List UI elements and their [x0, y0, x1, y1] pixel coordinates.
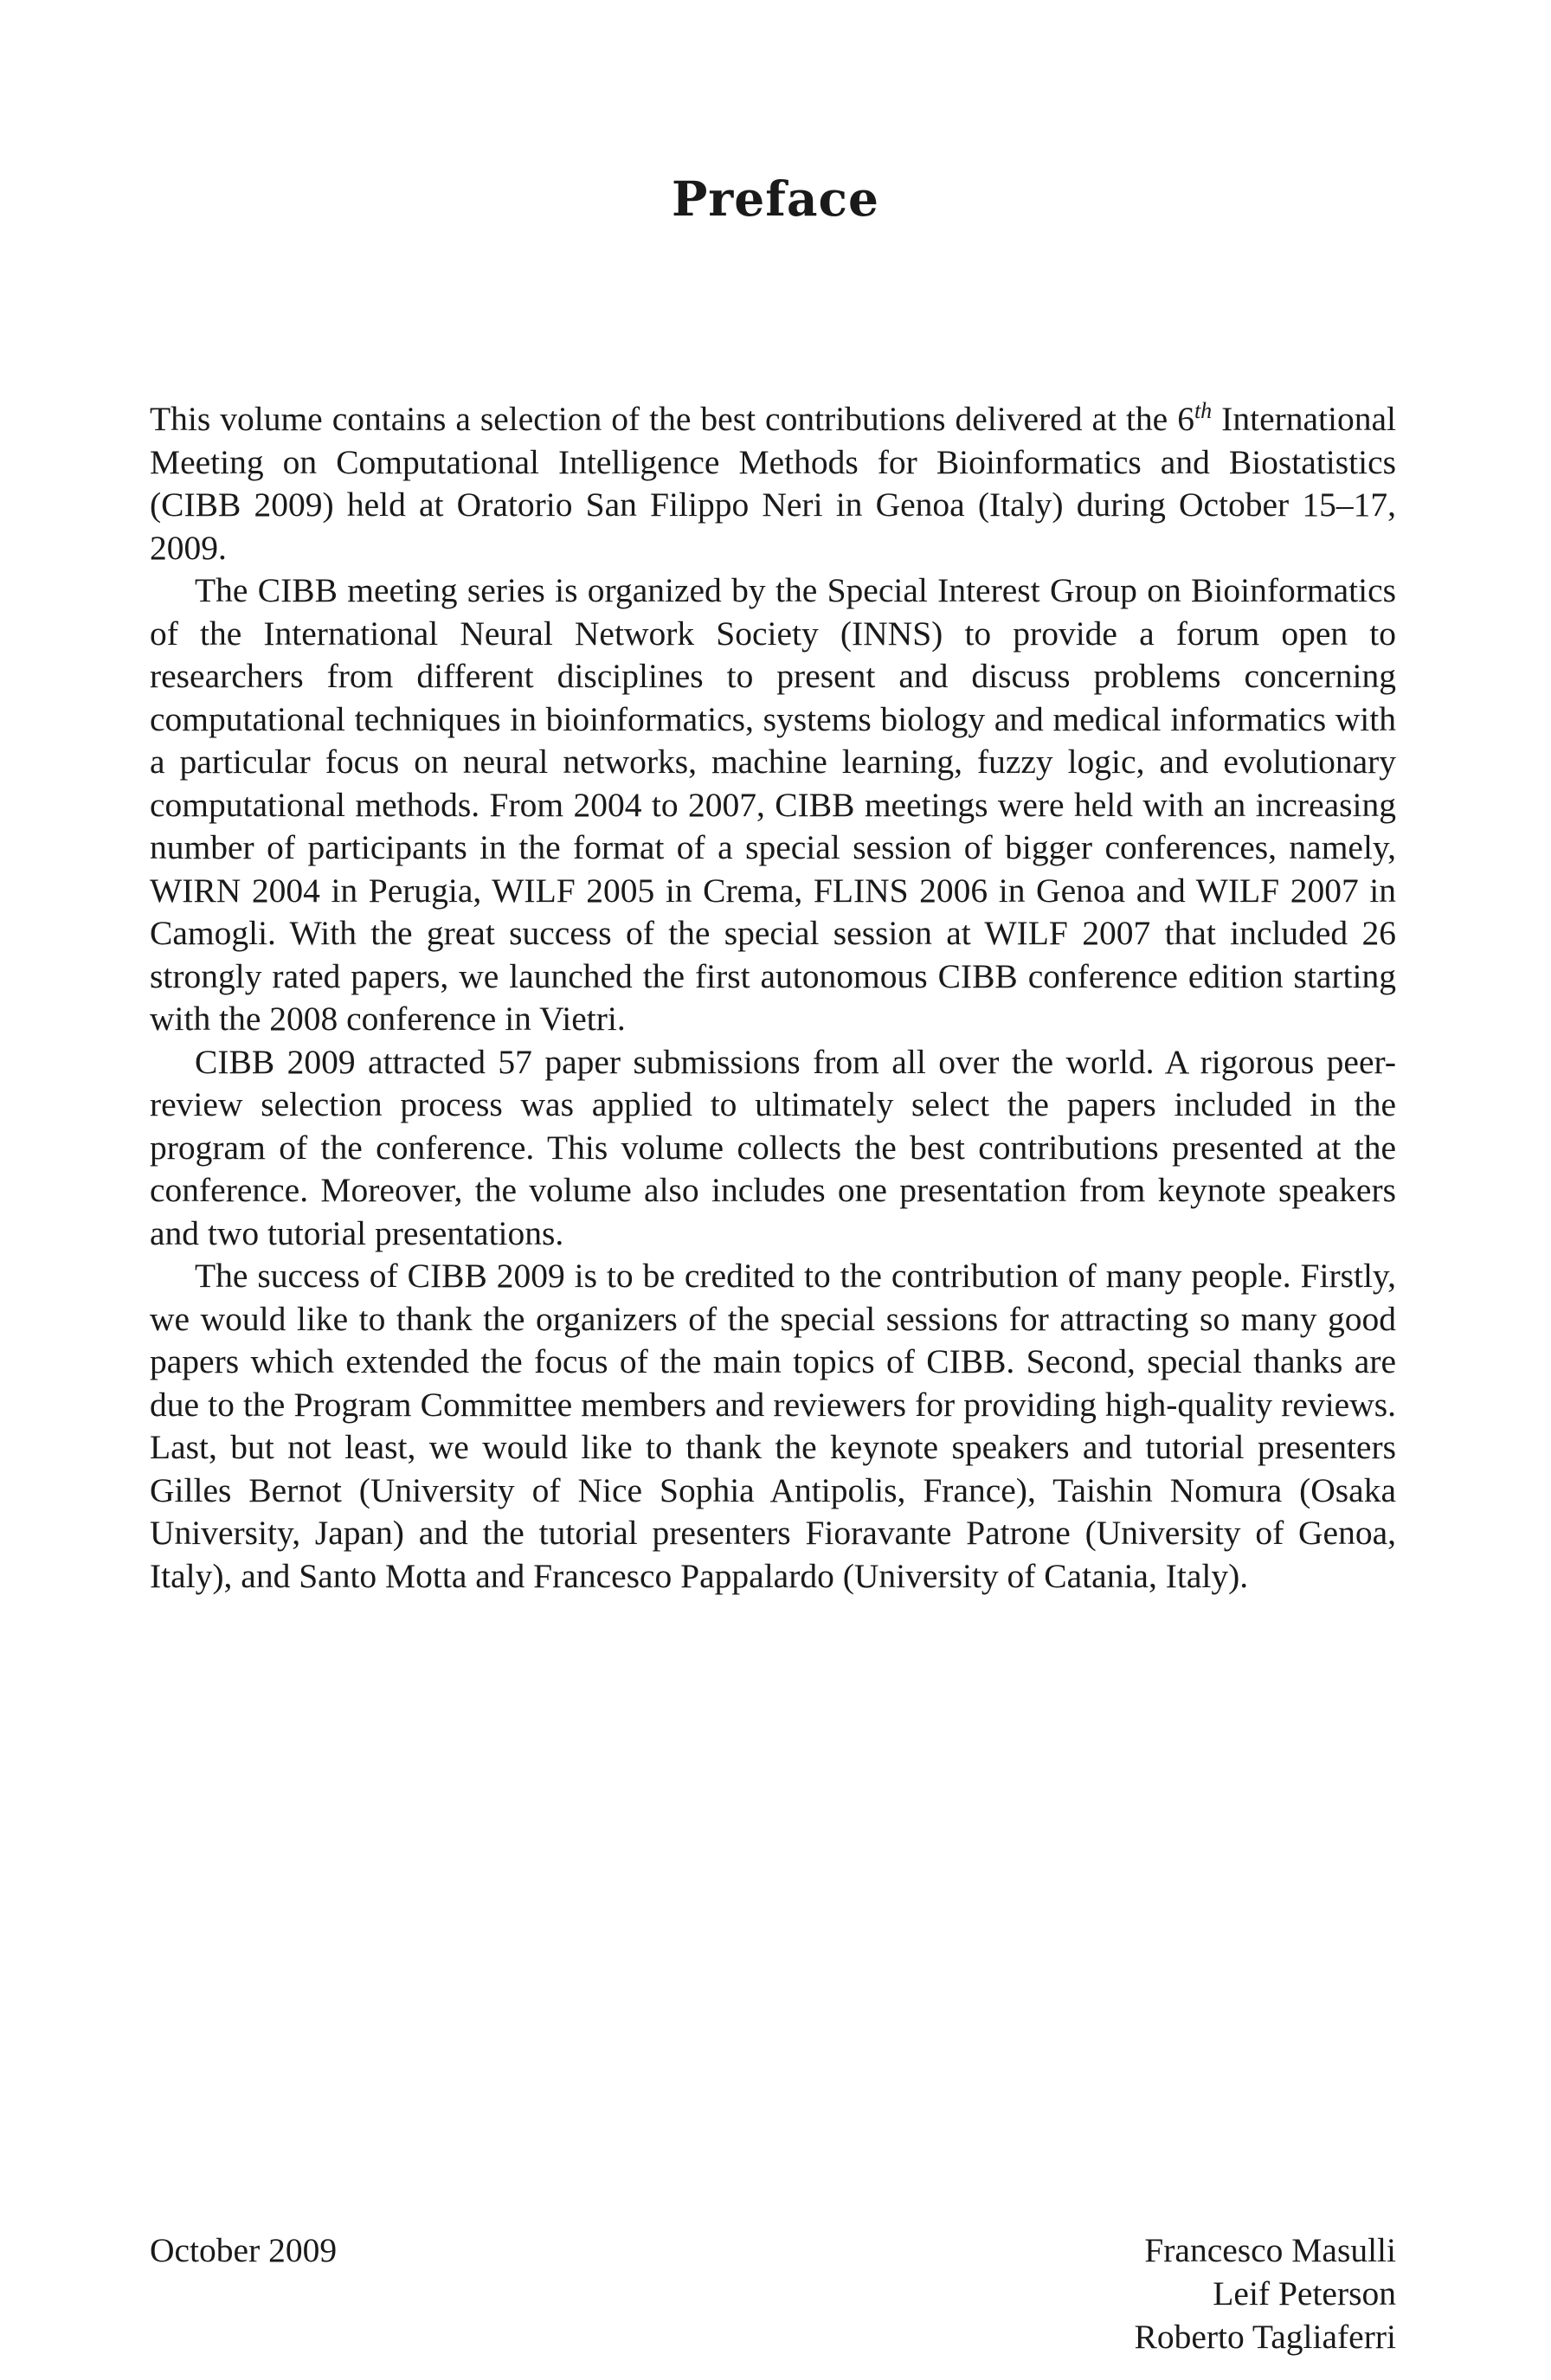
editor-name: Roberto Tagliaferri	[1134, 2318, 1396, 2356]
ordinal-suffix: th	[1194, 397, 1213, 423]
paragraph-1-start: This volume contains a selection of the best contributions delivered at the 6	[150, 400, 1194, 438]
editor-name: Francesco Masulli	[1144, 2231, 1396, 2269]
editors-list	[1134, 2229, 1396, 2358]
paragraph-1	[150, 398, 1396, 569]
preface-body	[150, 398, 1396, 1598]
page-title: Preface	[671, 170, 880, 227]
preface-date: October 2009	[150, 2231, 338, 2269]
editor-name: Leif Peterson	[1213, 2274, 1396, 2312]
paragraph-1-rest: International Meeting on Computational Intelligence Methods for Bioinformatics and Biostatistics (CIBB 2009) held at Oratorio San Filippo Neri in Genoa (Italy) during October 15–17, 2009.	[150, 400, 1396, 567]
paragraph-3: CIBB 2009 attracted 57 paper submissions from all over the world. A rigorous peer-review selection process was applied to ultimately select the papers included in the program of the conference. This volume collects the best contributions presented at the conference. Moreover, the volume also includes one presentation from keynote speakers and two tutorial presentations.	[150, 1042, 1396, 1252]
paragraph-4: The success of CIBB 2009 is to be credited to the contribution of many people. Firstly, we would like to thank the organizers of the special sessions for attracting so many good papers which extended the focus of the main topics of CIBB. Second, special thanks are due to the Program Committee members and reviewers for providing high-quality reviews. Last, but not least, we would like to thank the keynote speakers and tutorial presenters Gilles Bernot (University of Nice Sophia Antipolis, France), Taishin Nomura (Osaka University, Japan) and the tutorial presenters Fioravante Patrone (University of Genoa, Italy), and Santo Motta and Francesco Pappalardo (University of Catania, Italy).	[150, 1257, 1396, 1595]
paragraph-2: The CIBB meeting series is organized by the Special Interest Group on Bioinformatics of the International Neural Network Society (INNS) to provide a forum open to researchers from different disciplines to present and discuss problems concerning computational techniques in bioinformatics, systems biology and medical informatics with a particular focus on neural networks, machine learning, fuzzy logic, and evolutionary computational methods. From 2004 to 2007, CIBB meetings were held with an increasing number of participants in the format of a special session of bigger conferences, namely, WIRN 2004 in Perugia, WILF 2005 in Crema, FLINS 2006 in Genoa and WILF 2007 in Camogli. With the great success of the special session at WILF 2007 that included 26 strongly rated papers, we launched the first autonomous CIBB conference edition starting with the 2008 conference in Vietri.	[150, 571, 1396, 1038]
